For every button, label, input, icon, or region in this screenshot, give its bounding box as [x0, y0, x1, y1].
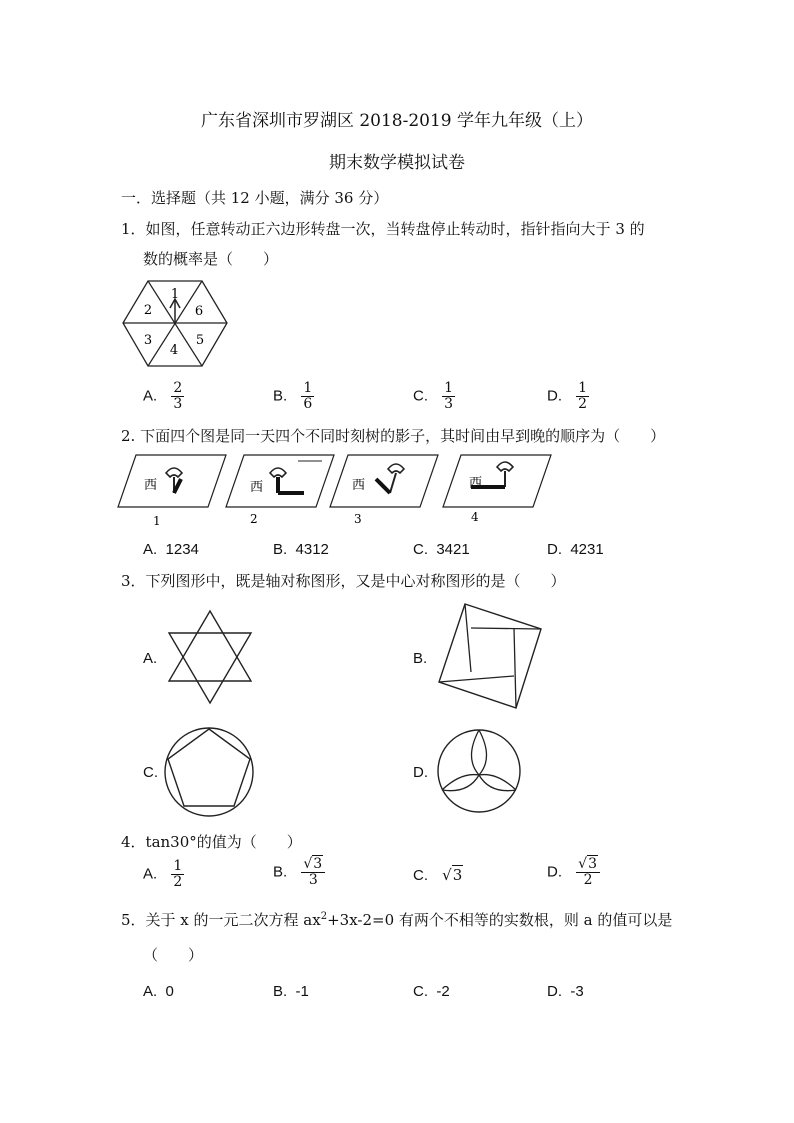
shadow-figure-3: [330, 455, 440, 530]
q5-text-pre: 5．关于 x 的一元二次方程 ax: [121, 911, 321, 929]
page-title: 广东省深圳市罗湖区 2018-2019 学年九年级（上）: [200, 111, 594, 131]
option-value: -1: [295, 983, 309, 1000]
q5-text-post: +3x-2=0 有两个不相等的实数根，则 a 的值可以是: [327, 911, 673, 929]
q5-option-d[interactable]: [547, 983, 584, 1000]
option-label: D.: [413, 764, 428, 781]
q1-option-b[interactable]: [273, 381, 314, 412]
q1-text-line2: 数的概率是（ ）: [143, 250, 279, 268]
q2-option-c[interactable]: [413, 541, 470, 558]
fraction-denominator: 2: [173, 874, 183, 890]
radicand: 3: [588, 856, 598, 872]
option-value: -2: [436, 983, 450, 1000]
fraction-numerator: 1: [303, 380, 313, 396]
option-label: C.: [413, 387, 428, 405]
option-label: C.: [413, 983, 428, 1000]
q1-option-a[interactable]: [143, 381, 184, 412]
option-value: 3421: [436, 541, 470, 558]
six-pointed-star-figure[interactable]: [165, 611, 255, 703]
section-heading: 一．选择题（共 12 小题，满分 36 分）: [121, 189, 389, 207]
q2-text: 2. 下面四个图是同一天四个不同时刻树的影子，其时间由早到晚的顺序为（ ）: [121, 427, 666, 445]
q4-option-b[interactable]: B. $\frac{√3}{3}$: [273, 857, 325, 888]
q3-option-b[interactable]: [413, 650, 427, 667]
q5-option-a[interactable]: [143, 983, 174, 1000]
fraction-numerator: 1: [578, 380, 588, 396]
q1-option-c[interactable]: [413, 381, 455, 412]
option-value: 4312: [295, 541, 329, 558]
fraction-denominator: 2: [583, 872, 593, 888]
option-label: B.: [413, 650, 428, 667]
west-label: 西: [352, 478, 366, 493]
shadow-figure-1: [118, 455, 228, 530]
option-label: C.: [413, 867, 428, 884]
option-label: B.: [273, 541, 288, 558]
figure-number: 4: [471, 510, 479, 524]
option-label: C.: [143, 764, 158, 781]
q2-option-d[interactable]: [547, 541, 604, 558]
hex-number: 2: [143, 303, 153, 318]
option-label: D.: [547, 541, 562, 558]
q5-text-line2: （ ）: [143, 946, 204, 964]
west-label: 西: [469, 476, 483, 491]
pinwheel-square-figure[interactable]: [436, 602, 546, 710]
figure-number: 3: [354, 512, 362, 526]
radicand: 3: [452, 866, 463, 884]
q1-option-d[interactable]: [547, 381, 589, 412]
hex-number: 4: [169, 343, 179, 358]
pentagon-in-circle-figure[interactable]: [163, 726, 255, 818]
option-value: 4231: [570, 541, 604, 558]
fraction-numerator: 1: [173, 858, 183, 874]
q3-option-d[interactable]: [413, 764, 428, 781]
fraction-numerator: 1: [444, 380, 454, 396]
option-label: B.: [273, 387, 288, 405]
q3-text: 3．下列图形中，既是轴对称图形，又是中心对称图形的是（ ）: [121, 572, 566, 590]
tree-icon: [166, 468, 182, 477]
hex-number: 3: [143, 333, 153, 348]
exponent: 2: [320, 911, 328, 922]
hex-number: 1: [170, 287, 180, 302]
fraction-denominator: 3: [308, 872, 318, 888]
option-label: C.: [413, 541, 428, 558]
q5-option-b[interactable]: [273, 983, 309, 1000]
q2-option-a[interactable]: [143, 541, 199, 558]
option-value: -3: [570, 983, 584, 1000]
option-label: D.: [547, 387, 562, 405]
option-label: B.: [273, 983, 288, 1000]
tree-icon: [270, 468, 286, 477]
q2-option-b[interactable]: [273, 541, 329, 558]
fraction-numerator: 2: [173, 380, 183, 396]
option-value: 0: [165, 983, 174, 1000]
q3-option-c[interactable]: [143, 764, 158, 781]
fraction-denominator: 6: [303, 396, 313, 412]
fraction-denominator: 2: [578, 396, 588, 412]
option-label: A.: [143, 865, 158, 883]
option-label: A.: [143, 387, 158, 405]
option-label: B.: [273, 863, 288, 881]
q4-text: 4．tan30°的值为（ ）: [121, 833, 302, 851]
hex-number: 6: [194, 304, 204, 319]
figure-number: 2: [250, 512, 258, 526]
option-label: A.: [143, 650, 158, 667]
west-label: 西: [144, 478, 158, 493]
fraction-denominator: 3: [173, 396, 183, 412]
fraction-denominator: 3: [444, 396, 454, 412]
q4-option-a[interactable]: [143, 859, 184, 890]
three-petal-circle-figure[interactable]: [436, 728, 522, 814]
q5-text-line1: [121, 909, 672, 930]
hex-number: 5: [195, 333, 205, 348]
west-label: 西: [250, 480, 264, 495]
page-subtitle: 期末数学模拟试卷: [329, 153, 465, 173]
option-value: 1234: [165, 541, 199, 558]
shadow-figure-2: [226, 455, 336, 530]
q3-option-a[interactable]: [143, 650, 157, 667]
tree-icon: [497, 462, 513, 471]
shadow-figure-4: [443, 455, 553, 530]
option-label: A.: [143, 541, 158, 558]
q4-option-d[interactable]: D. $\frac{√3}{2}$: [547, 857, 600, 888]
option-label: D.: [547, 863, 562, 881]
q1-text-line1: 1．如图，任意转动正六边形转盘一次，当转盘停止转动时，指针指向大于 3 的: [121, 220, 645, 238]
option-label: A.: [143, 983, 158, 1000]
q4-option-c[interactable]: C. √3: [413, 866, 463, 884]
figure-number: 1: [153, 514, 161, 528]
radicand: 3: [313, 856, 323, 872]
option-label: D.: [547, 983, 562, 1000]
hexagon-spinner-figure: [120, 280, 230, 370]
q5-option-c[interactable]: [413, 983, 450, 1000]
tree-icon: [388, 464, 404, 473]
